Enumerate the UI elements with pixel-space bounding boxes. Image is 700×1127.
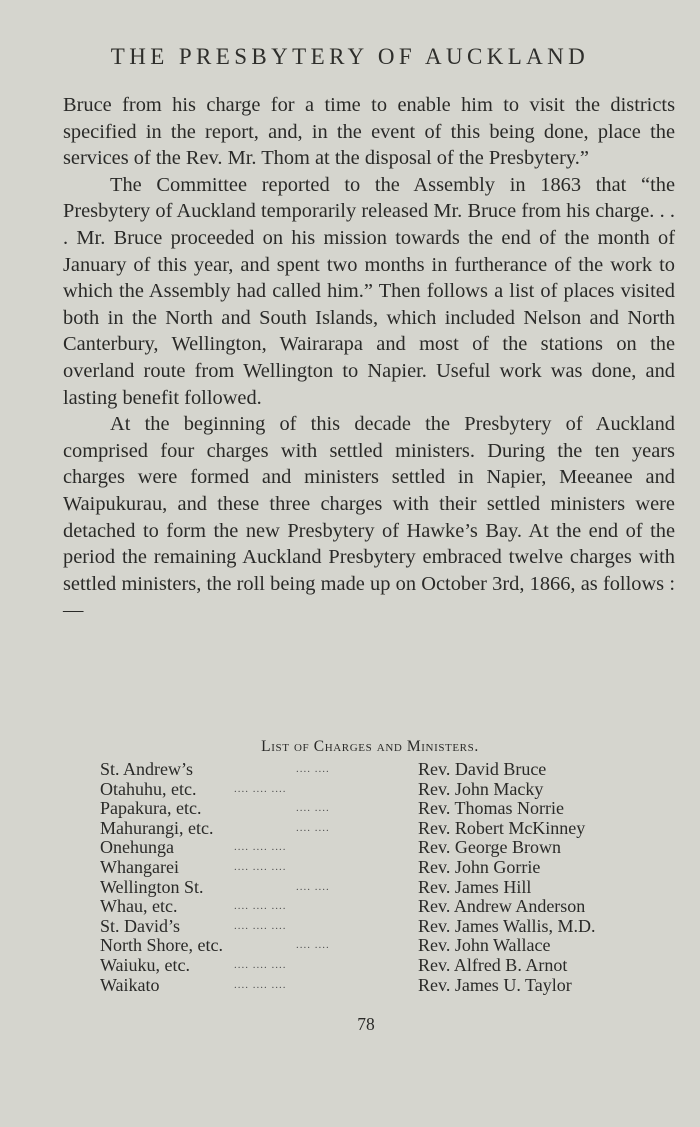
minister-name: Rev. Andrew Anderson <box>418 896 586 917</box>
list-item <box>100 976 660 996</box>
minister-name: Rev. James Wallis, M.D. <box>418 915 596 936</box>
leader-dots: .... .... .... <box>234 900 287 913</box>
minister-name: Rev. James Hill <box>418 876 532 897</box>
charge-name: Waikato <box>100 974 160 995</box>
charges-ministers-list <box>100 760 660 995</box>
list-item <box>100 760 660 780</box>
minister-name: Rev. David Bruce <box>418 759 547 779</box>
minister-name: Rev. John Macky <box>418 778 544 799</box>
charge-name: Whangarei <box>100 856 179 877</box>
minister-name: Rev. John Gorrie <box>418 856 541 877</box>
leader-dots: .... .... .... <box>234 978 287 991</box>
list-item <box>100 838 660 858</box>
page-number: 78 <box>357 1014 375 1034</box>
running-head: THE PRESBYTERY OF AUCKLAND <box>110 44 590 69</box>
minister-name: Rev. Thomas Norrie <box>418 798 564 819</box>
paragraph-1: Bruce from his charge for a time to enable him to visit the districts specified in the report, and, in the event of this being done, place the services of the Rev. Mr. Thom at the disposal of the Presbytery.” <box>63 94 675 170</box>
list-item <box>100 799 660 819</box>
paragraph-2: The Committee reported to the Assembly in 1863 that “the Presbytery of Auckland temporarily released Mr. Bruce from his charge. . . . Mr. Bruce proceeded on his mission towards the end of the month of January of this year, and spent two months in furtherance of the work to which the Assembly had called him.” Then follows a list of places visited both in the North and South Islands, which included Nelson and North Canterbury, Wellington, Wairarapa and most of the stations on the overland route from Wellington to Napier. Useful work was done, and lasting benefit followed. <box>63 173 675 409</box>
list-item <box>100 858 660 878</box>
list-item <box>100 780 660 800</box>
list-item <box>100 878 660 898</box>
leader-dots: .... .... <box>296 939 330 952</box>
body-text <box>63 92 675 624</box>
minister-name: Rev. James U. Taylor <box>418 974 572 995</box>
charge-name: Onehunga <box>100 837 174 858</box>
list-item <box>100 897 660 917</box>
minister-name: Rev. George Brown <box>418 837 561 858</box>
list-title: List of Charges and Ministers. <box>261 738 479 755</box>
leader-dots: .... .... <box>296 880 330 893</box>
charge-name: St. Andrew’s <box>100 759 194 779</box>
leader-dots: .... .... .... <box>234 841 287 854</box>
list-item <box>100 819 660 839</box>
leader-dots: .... .... .... <box>234 860 287 873</box>
list-item <box>100 956 660 976</box>
charge-name: St. David’s <box>100 915 181 936</box>
charge-name: Wellington St. <box>100 876 204 897</box>
minister-name: Rev. John Wallace <box>418 935 551 956</box>
leader-dots: .... .... .... <box>234 782 287 795</box>
leader-dots: .... .... .... <box>234 958 287 971</box>
list-item <box>100 936 660 956</box>
charge-name: Papakura, etc. <box>100 798 202 819</box>
charge-name: Mahurangi, etc. <box>100 817 214 838</box>
charge-name: North Shore, etc. <box>100 935 223 956</box>
leader-dots: .... .... <box>296 763 330 775</box>
charge-name: Whau, etc. <box>100 896 178 917</box>
leader-dots: .... .... <box>296 821 330 834</box>
minister-name: Rev. Robert McKinney <box>418 817 586 838</box>
charge-name: Waiuku, etc. <box>100 954 191 975</box>
minister-name: Rev. Alfred B. Arnot <box>418 954 568 975</box>
leader-dots: .... .... .... <box>234 919 287 932</box>
paragraph-3: At the beginning of this decade the Presbytery of Auckland comprised four charges with settled ministers. During the ten years charges were formed and ministers settled in Napier, Meeanee and Waipukurau, and these three charges with their settled ministers were detached to form the new Presbytery of Hawke’s Bay. At the end of the period the remaining Auckland Presbytery embraced twelve charges with settled ministers, the roll being made up on October 3rd, 1866, as follows :— <box>63 413 675 622</box>
list-item <box>100 917 660 937</box>
leader-dots: .... .... <box>296 802 330 815</box>
charge-name: Otahuhu, etc. <box>100 778 197 799</box>
